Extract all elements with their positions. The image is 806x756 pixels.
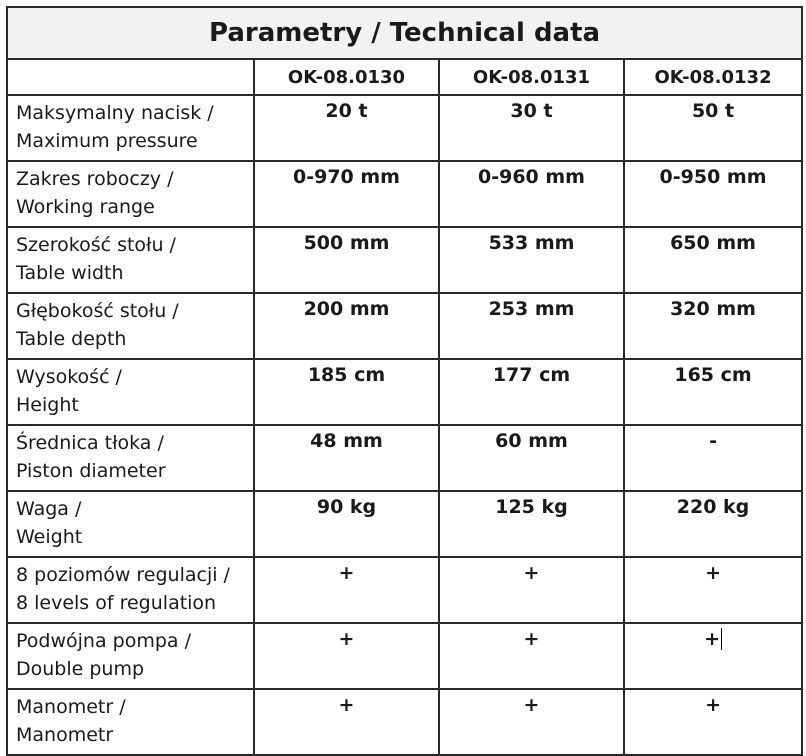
value-cell: 200 mm — [254, 293, 439, 359]
table-row — [7, 557, 802, 623]
row-label — [7, 227, 254, 293]
value-cell: 650 mm — [624, 227, 802, 293]
value-cell: 30 t — [439, 95, 624, 161]
value-cell: + — [439, 623, 624, 689]
value-cell: 90 kg — [254, 491, 439, 557]
table-row — [7, 623, 802, 689]
value-cell: 533 mm — [439, 227, 624, 293]
table-row — [7, 161, 802, 227]
label-en: Height — [16, 394, 79, 416]
row-label — [7, 293, 254, 359]
header-row — [7, 59, 802, 95]
value-cell: + — [254, 689, 439, 755]
label-pl: Średnica tłoka / — [16, 432, 164, 454]
label-en: Double pump — [16, 658, 145, 680]
model-header: OK-08.0132 — [624, 59, 802, 95]
row-label — [7, 359, 254, 425]
table-row — [7, 95, 802, 161]
value-cell: + — [624, 557, 802, 623]
value-cell: 125 kg — [439, 491, 624, 557]
label-pl: Głębokość stołu / — [16, 300, 179, 322]
value-cell: + — [624, 689, 802, 755]
row-label — [7, 491, 254, 557]
label-pl: Szerokość stołu / — [16, 234, 176, 256]
model-header: OK-08.0131 — [439, 59, 624, 95]
header-empty-cell — [7, 59, 254, 95]
row-label — [7, 161, 254, 227]
value-cell: + — [439, 689, 624, 755]
value-cell: 500 mm — [254, 227, 439, 293]
label-en: 8 levels of regulation — [16, 592, 217, 614]
table-row — [7, 689, 802, 755]
table-row — [7, 491, 802, 557]
table-title: Parametry / Technical data — [7, 7, 802, 59]
label-en: Piston diameter — [16, 460, 166, 482]
row-label — [7, 623, 254, 689]
value-cell: 50 t — [624, 95, 802, 161]
text-cursor — [721, 628, 722, 650]
value-cell: 48 mm — [254, 425, 439, 491]
value-cell: 60 mm — [439, 425, 624, 491]
value-cell: 0-970 mm — [254, 161, 439, 227]
value-cell: 165 cm — [624, 359, 802, 425]
table-row — [7, 293, 802, 359]
value-cell: - — [624, 425, 802, 491]
label-pl: 8 poziomów regulacji / — [16, 564, 230, 586]
value-cell: 253 mm — [439, 293, 624, 359]
label-pl: Podwójna pompa / — [16, 630, 191, 652]
label-pl: Waga / — [16, 498, 82, 520]
label-en: Manometr — [16, 724, 114, 746]
value-cell: 0-960 mm — [439, 161, 624, 227]
value-cell: + — [254, 557, 439, 623]
value-cell: 177 cm — [439, 359, 624, 425]
label-pl: Zakres roboczy / — [16, 168, 174, 190]
label-en: Maximum pressure — [16, 130, 198, 152]
value-cell: + — [439, 557, 624, 623]
value-text: + — [704, 628, 720, 650]
row-label — [7, 557, 254, 623]
row-label — [7, 425, 254, 491]
value-cell: 320 mm — [624, 293, 802, 359]
label-pl: Maksymalny nacisk / — [16, 102, 214, 124]
value-cell: 185 cm — [254, 359, 439, 425]
table-row — [7, 425, 802, 491]
label-en: Table depth — [16, 328, 127, 350]
label-pl: Manometr / — [16, 696, 126, 718]
model-header: OK-08.0130 — [254, 59, 439, 95]
label-pl: Wysokość / — [16, 366, 122, 388]
value-cell: + — [254, 623, 439, 689]
value-cell[interactable] — [624, 623, 802, 689]
value-cell: 0-950 mm — [624, 161, 802, 227]
value-cell: 20 t — [254, 95, 439, 161]
table-row — [7, 227, 802, 293]
label-en: Weight — [16, 526, 83, 548]
label-en: Table width — [16, 262, 124, 284]
label-en: Working range — [16, 196, 155, 218]
row-label — [7, 95, 254, 161]
technical-data-table — [6, 6, 803, 756]
value-cell: 220 kg — [624, 491, 802, 557]
table-row — [7, 359, 802, 425]
row-label — [7, 689, 254, 755]
